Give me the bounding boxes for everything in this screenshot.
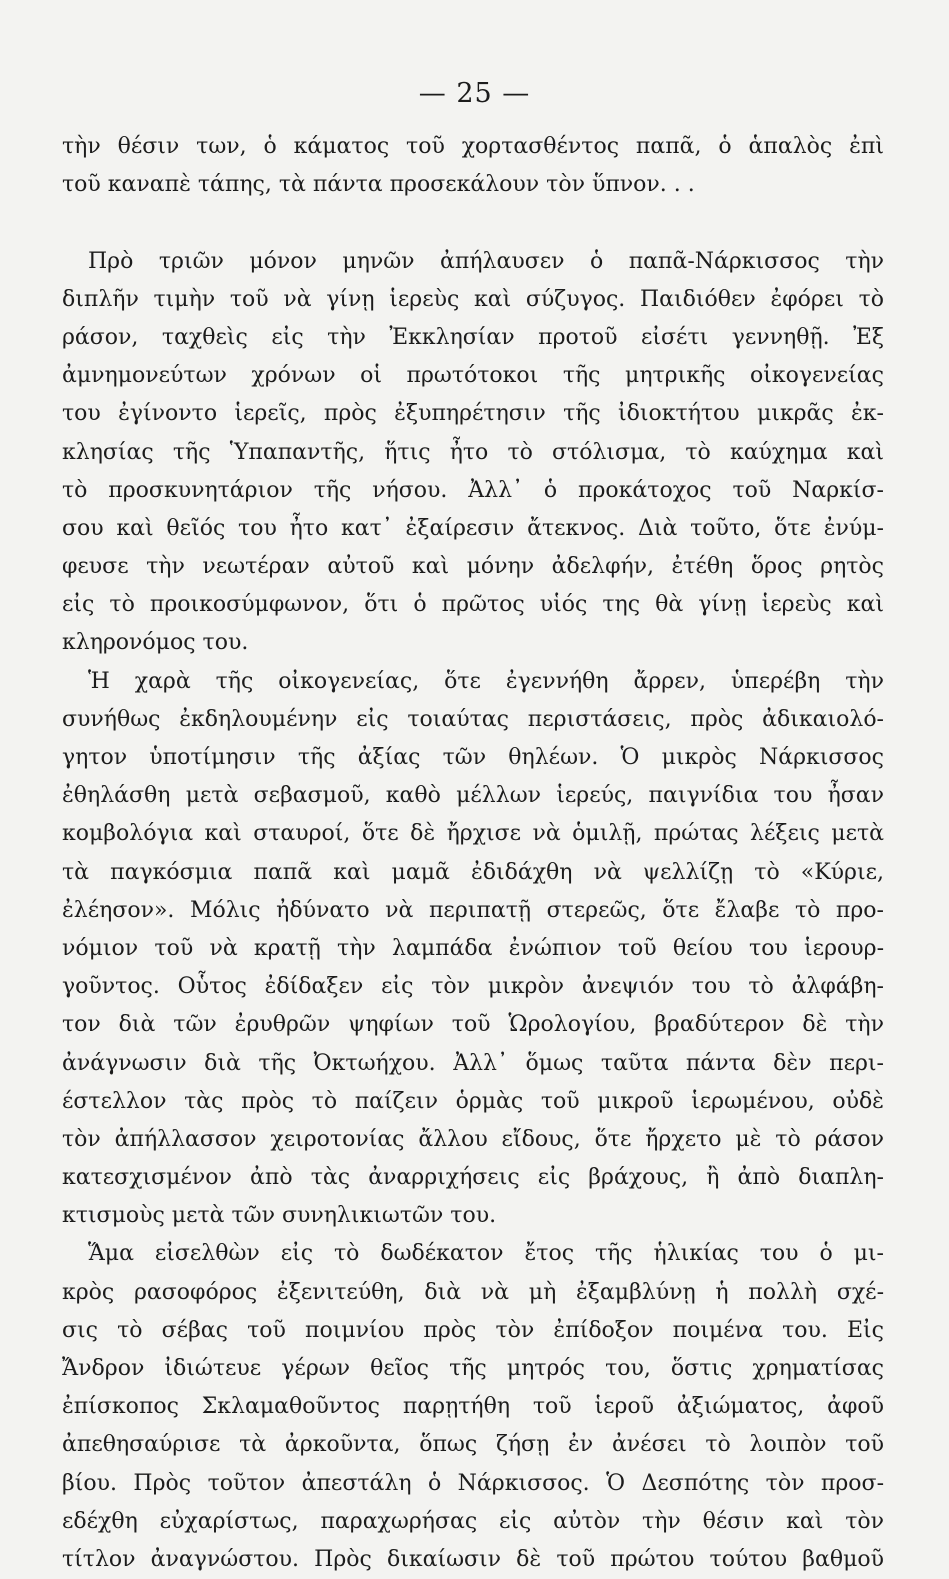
text-line: γοῦντος. Οὗτος ἐδίδαξεν εἰς τὸν μικρὸν ἀνεψιόν του τὸ ἀλφάβη- (62, 974, 884, 1000)
text-line: Ἅμα εἰσελθὼν εἰς τὸ δωδέκατον ἔτος τῆς ἡλικίας του ὁ μι- (88, 1241, 884, 1267)
text-line: συνήθως ἐκδηλουμένην εἰς τοιαύτας περιστάσεις, πρὸς ἀδικαιολό- (62, 706, 884, 732)
text-line: τὴν θέσιν των, ὁ κάματος τοῦ χορτασθέντος παπᾶ, ὁ ἁπαλὸς ἐπὶ (62, 134, 884, 159)
text-line: σις τὸ σέβας τοῦ ποιμνίου πρὸς τὸν ἐπίδοξον ποιμένα του. Εἰς (62, 1317, 884, 1343)
text-line: ἀμνημονεύτων χρόνων οἱ πρωτότοκοι τῆς μητρικῆς οἰκογενείας (62, 363, 884, 389)
text-line: τίτλον ἀναγνώστου. Πρὸς δικαίωσιν δὲ τοῦ πρώτου τούτου βαθμοῦ (62, 1546, 884, 1572)
text-line: φευσε τὴν νεωτέραν αὐτοῦ καὶ μόνην ἀδελφήν, ἐτέθη ὅρος ρητὸς (62, 554, 884, 580)
text-line: κομβολόγια καὶ σταυροί, ὅτε δὲ ἤρχισε νὰ ὁμιλῇ, πρώτας λέξεις μετὰ (62, 821, 884, 847)
text-line: ράσον, ταχθεὶς εἰς τὴν Ἐκκλησίαν προτοῦ εἰσέτι γεννηθῇ. Ἐξ (62, 324, 884, 350)
text-line: τὸ προσκυνητάριον τῆς νήσου. Ἀλλ᾽ ὁ προκάτοχος τοῦ Ναρκίσ- (62, 477, 884, 503)
text-line: ἐπίσκοπος Σκλαμαθοῦντος παρῃτήθη τοῦ ἱεροῦ ἀξιώματος, ἀφοῦ (62, 1394, 884, 1420)
text-line: εδέχθη εὐχαρίστως, παραχωρήσας εἰς αὐτὸν τὴν θέσιν καὶ τὸν (62, 1508, 884, 1534)
text-line: διπλῆν τιμὴν τοῦ νὰ γίνῃ ἱερεὺς καὶ σύζυγος. Παιδιόθεν ἐφόρει τὸ (62, 286, 884, 312)
text-line: κλησίας τῆς Ὑπαπαντῆς, ἥτις ἦτο τὸ στόλισμα, τὸ καύχημα καὶ (62, 439, 884, 465)
text-line: έστελλον τὰς πρὸς τὸ παίζειν ὁρμὰς τοῦ μικροῦ ἱερωμένου, οὐδὲ (62, 1088, 884, 1114)
text-line: τὰ παγκόσμια παπᾶ καὶ μαμᾶ ἐδιδάχθη νὰ ψελλίζῃ τὸ «Κύριε, (62, 859, 884, 885)
text-line: ἀπεθησαύρισε τὰ ἀρκοῦντα, ὅπως ζήσῃ ἐν ἀνέσει τὸ λοιπὸν τοῦ (62, 1432, 884, 1458)
text-line: σου καὶ θεῖός του ἦτο κατ᾽ ἐξαίρεσιν ἄτεκνος. Διὰ τοῦτο, ὅτε ἐνύμ- (62, 515, 884, 541)
text-line: Ἄνδρον ἰδιώτευε γέρων θεῖος τῆς μητρός του, ὅστις χρηματίσας (62, 1356, 884, 1381)
text-line: Πρὸ τριῶν μόνον μηνῶν ἀπήλαυσεν ὁ παπᾶ-Νάρκισσος τὴν (88, 248, 884, 274)
text-line: ἀνάγνωσιν διὰ τῆς Ὀκτωήχου. Ἀλλ᾽ ὅμως ταῦτα πάντα δὲν περι- (62, 1050, 884, 1076)
text-line: κληρονόμος του. (62, 630, 249, 656)
text-line: ἐθηλάσθη μετὰ σεβασμοῦ, καθὸ μέλλων ἱερεύς, παιγνίδια του ἦσαν (62, 783, 884, 809)
text-line: γητον ὑποτίμησιν τῆς ἀξίας τῶν θηλέων. Ὁ μικρὸς Νάρκισσος (62, 745, 884, 770)
page-number: — 25 — (418, 78, 531, 109)
text-line: του ἐγίνοντο ἱερεῖς, πρὸς ἐξυπηρέτησιν τῆς ἰδιοκτήτου μικρᾶς ἐκ- (62, 401, 884, 427)
text-line: τοῦ καναπὲ τάπης, τὰ πάντα προσεκάλουν τὸν ὕπνον. . . (62, 172, 695, 198)
text-line: κρὸς ρασοφόρος ἐξενιτεύθη, διὰ νὰ μὴ ἐξαμβλύνῃ ἡ πολλὴ σχέ- (62, 1279, 884, 1305)
text-line: βίου. Πρὸς τοῦτον ἀπεστάλη ὁ Νάρκισσος. Ὁ Δεσπότης τὸν προσ- (62, 1470, 884, 1496)
paragraph-gap (62, 204, 884, 242)
text-line: κτισμοὺς μετὰ τῶν συνηλικιωτῶν του. (62, 1203, 497, 1229)
text-line: τὸν ἀπήλλασσον χειροτονίας ἄλλου εἴδους, ὅτε ἤρχετο μὲ τὸ ράσον (62, 1126, 884, 1152)
text-line: Ἡ χαρὰ τῆς οἰκογενείας, ὅτε ἐγεννήθη ἄρρεν, ὑπερέβη τὴν (88, 668, 884, 694)
text-line: τον διὰ τῶν ἐρυθρῶν ψηφίων τοῦ Ὡρολογίου, βραδύτερον δὲ τὴν (62, 1012, 884, 1038)
body-text (62, 128, 884, 1579)
text-line: κατεσχισμένον ἀπὸ τὰς ἀναρριχήσεις εἰς βράχους, ἢ ἀπὸ διαπλη- (62, 1165, 884, 1191)
text-line: εἰς τὸ προικοσύμφωνον, ὅτι ὁ πρῶτος υἱός της θὰ γίνῃ ἱερεὺς καὶ (62, 592, 884, 618)
text-line: ἐλέησον». Μόλις ἠδύνατο νὰ περιπατῇ στερεῶς, ὅτε ἔλαβε τὸ προ- (62, 897, 884, 923)
text-line: νόμιον τοῦ νὰ κρατῇ τὴν λαμπάδα ἐνώπιον τοῦ θείου του ἱερουρ- (62, 935, 884, 961)
